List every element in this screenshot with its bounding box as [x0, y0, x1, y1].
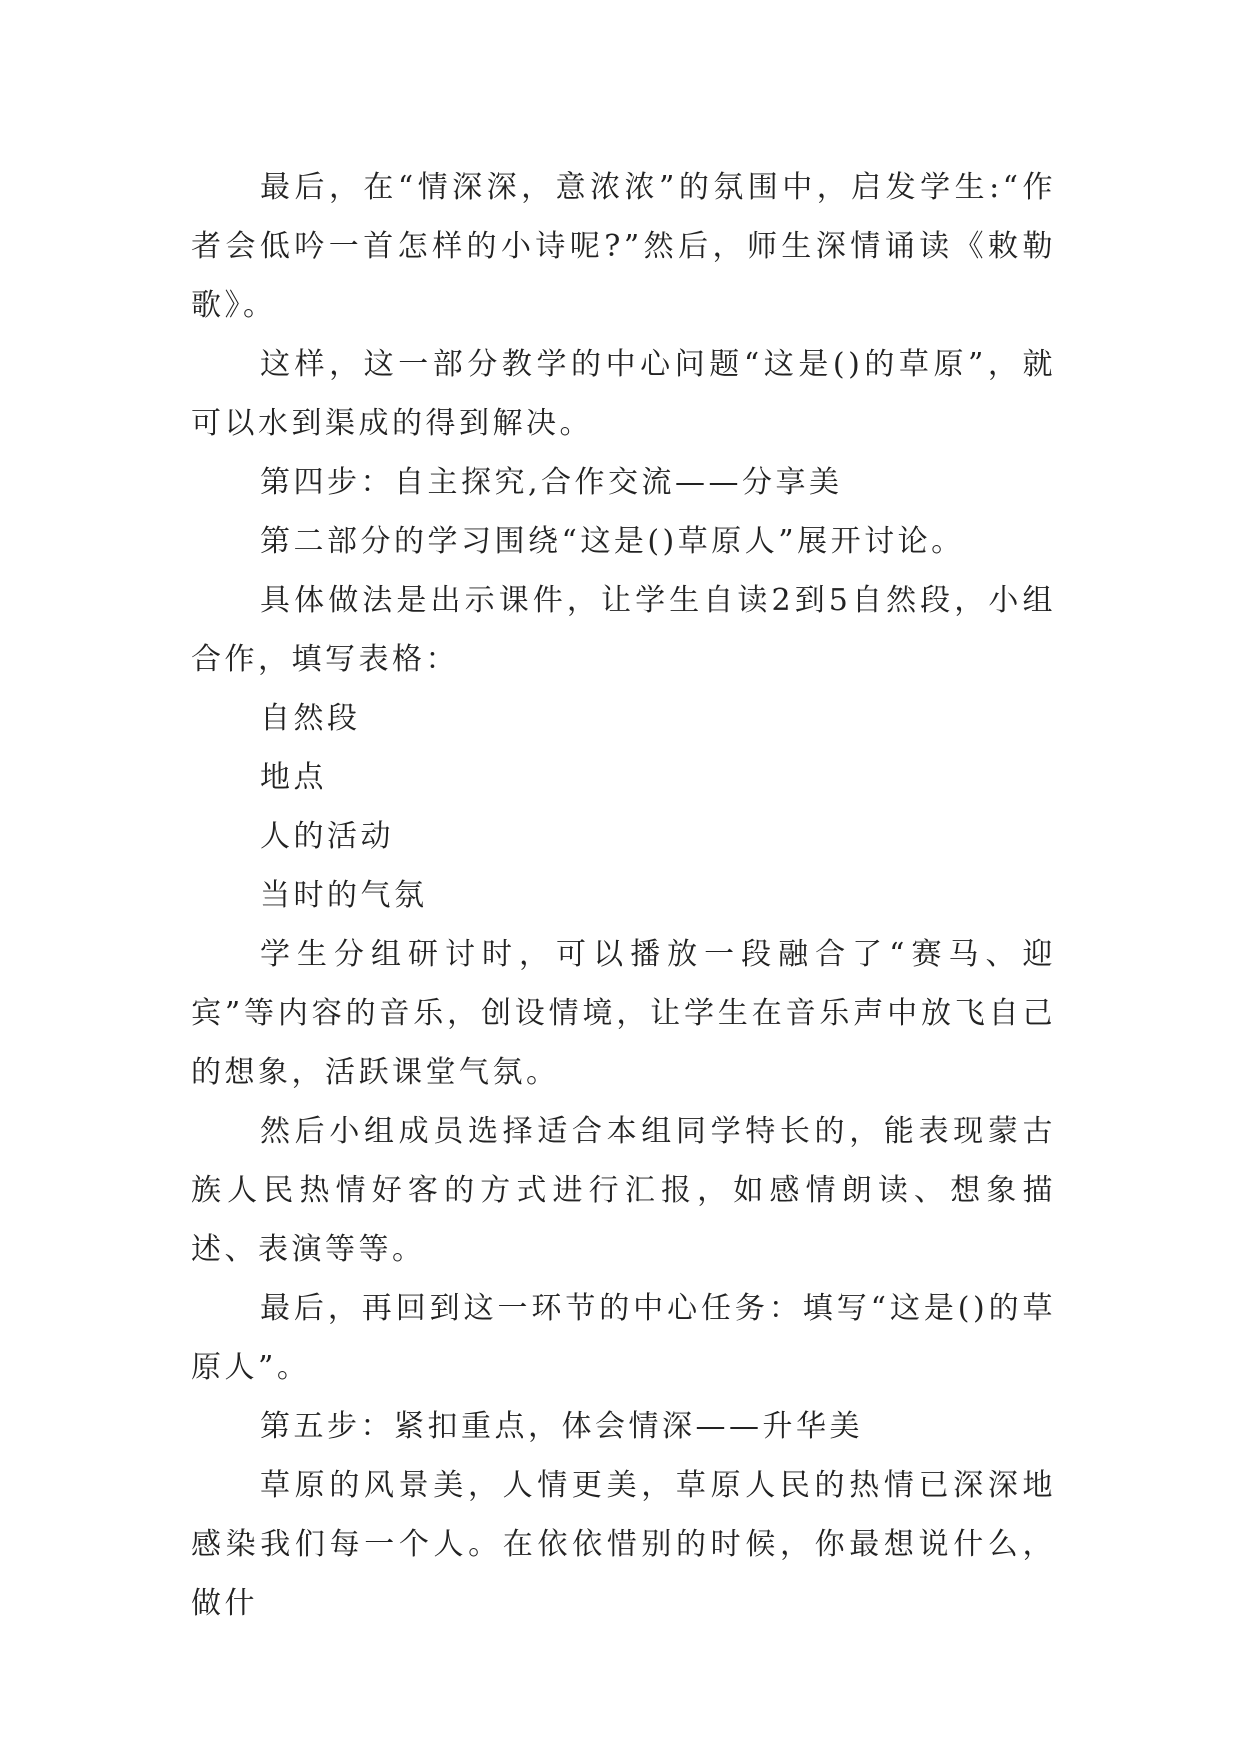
- table-field-activities: 人的活动: [260, 819, 394, 854]
- table-field-paragraph: 自然段: [260, 701, 361, 736]
- paragraph-part-two-discussion: 第二部分的学习围绕“这是()草原人”展开讨论。: [260, 524, 965, 559]
- step-five-heading: 第五步：紧扣重点，体会情深——升华美: [260, 1409, 863, 1444]
- paragraph-farewell: 草原的风景美，人情更美，草原人民的热情已深深地感染我们每一个人。在依依惜别的时候，你最想说什么，做什: [191, 1468, 1056, 1621]
- paragraph-group-report: 然后小组成员选择适合本组同学特长的，能表现蒙古族人民热情好客的方式进行汇报，如感情朗读、想象描述、表演等等。: [191, 1114, 1056, 1267]
- paragraph-closing-recitation: 最后，在“情深深，意浓浓”的氛围中，启发学生:“作者会低吟一首怎样的小诗呢?”然后，师生深情诵读《敕勒歌》。: [191, 170, 1056, 323]
- paragraph-central-question: 这样，这一部分教学的中心问题“这是()的草原”，就可以水到渠成的得到解决。: [191, 347, 1056, 441]
- paragraph-method: 具体做法是出示课件，让学生自读2到5自然段，小组合作，填写表格：: [191, 583, 1056, 677]
- paragraph-group-discussion: 学生分组研讨时，可以播放一段融合了“赛马、迎宾”等内容的音乐，创设情境，让学生在音乐声中放飞自己的想象，活跃课堂气氛。: [191, 937, 1056, 1090]
- step-four-heading: 第四步：自主探究,合作交流——分享美: [260, 465, 843, 500]
- table-field-location: 地点: [260, 760, 327, 795]
- paragraph-central-task: 最后，再回到这一环节的中心任务：填写“这是()的草原人”。: [191, 1291, 1056, 1385]
- table-field-atmosphere: 当时的气氛: [260, 878, 428, 913]
- document-page: [191, 158, 1056, 1633]
